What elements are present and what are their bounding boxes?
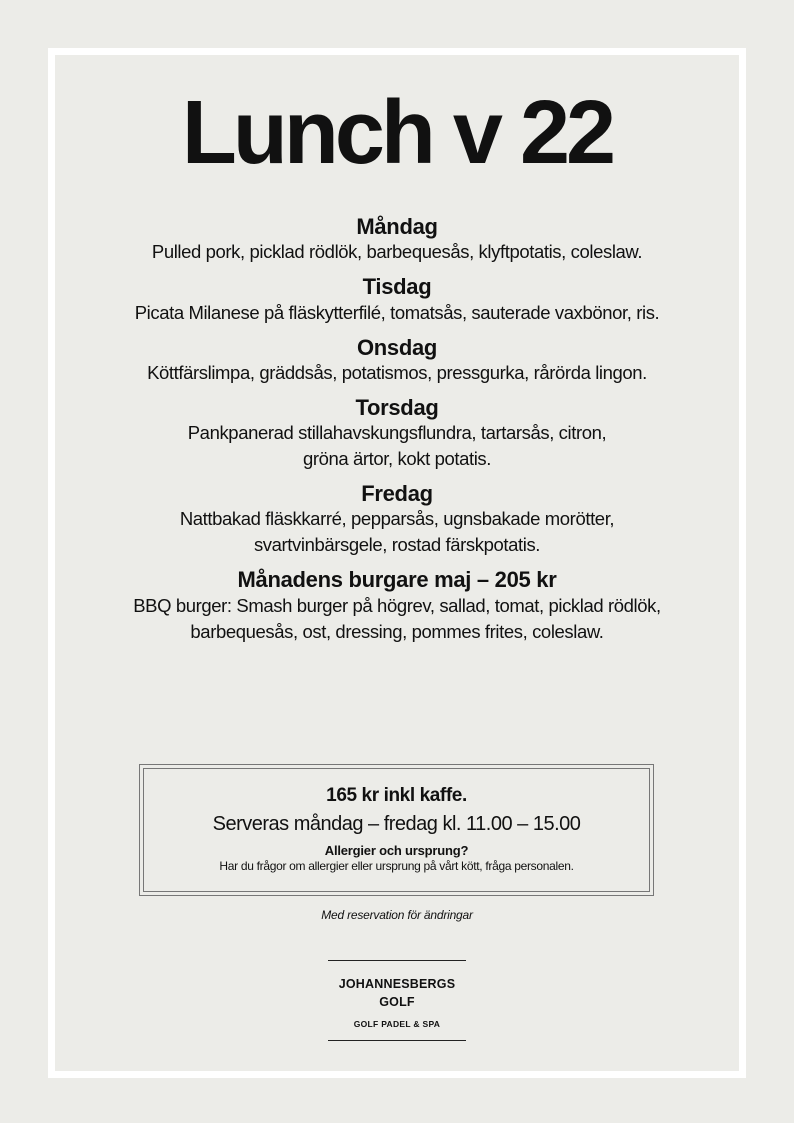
menu-day-thursday bbox=[0, 395, 794, 472]
logo-divider-top bbox=[328, 960, 466, 961]
page-title: Lunch v 22 bbox=[181, 83, 613, 183]
day-name: Månadens burgare maj – 205 kr bbox=[237, 567, 557, 593]
logo-line-1: JOHANNESBERGS bbox=[338, 977, 456, 991]
day-name: Tisdag bbox=[362, 274, 432, 300]
price-info-inner bbox=[143, 768, 650, 892]
day-name: Onsdag bbox=[356, 334, 438, 360]
dish-line: BBQ burger: Smash burger på högrev, sallad, tomat, picklad rödlök, bbox=[133, 594, 661, 616]
logo bbox=[328, 960, 466, 1041]
menu-monthly-burger bbox=[0, 567, 794, 644]
dish-line: svartvinbärsgele, rostad färskpotatis. bbox=[253, 534, 541, 556]
serving-hours: Serveras måndag – fredag kl. 11.00 – 15.00 bbox=[212, 813, 581, 835]
dish-line: Köttfärslimpa, gräddsås, potatismos, pressgurka, rårörda lingon. bbox=[147, 361, 647, 383]
logo-tagline: GOLF PADEL & SPA bbox=[353, 1019, 441, 1029]
allergy-heading: Allergier och ursprung? bbox=[324, 843, 469, 858]
day-name: Torsdag bbox=[355, 394, 439, 420]
day-name: Måndag bbox=[356, 214, 438, 239]
dish-line: Nattbakad fläskkarré, pepparsås, ugnsbakade morötter, bbox=[179, 508, 615, 530]
dish-line: Pulled pork, picklad rödlök, barbequesås, klyftpotatis, coleslaw. bbox=[151, 241, 643, 263]
reservation-note: Med reservation för ändringar bbox=[321, 908, 473, 922]
menu-day-wednesday bbox=[0, 335, 794, 386]
dish-line: Picata Milanese på fläskytterfilé, tomatsås, sauterade vaxbönor, ris. bbox=[134, 301, 660, 323]
logo-line-2: GOLF bbox=[379, 995, 415, 1009]
dish-line: gröna ärtor, kokt potatis. bbox=[302, 448, 492, 470]
price-text: 165 kr inkl kaffe. bbox=[326, 785, 467, 806]
menu-day-friday bbox=[0, 481, 794, 558]
price-info-box bbox=[139, 764, 654, 896]
weekly-menu bbox=[0, 214, 794, 654]
dish-line: barbequesås, ost, dressing, pommes frites, coleslaw. bbox=[190, 620, 604, 642]
allergy-note: Har du frågor om allergier eller ursprung på vårt kött, fråga personalen. bbox=[219, 859, 574, 873]
logo-divider-bottom bbox=[328, 1040, 466, 1041]
menu-day-tuesday bbox=[0, 274, 794, 325]
menu-day-monday bbox=[0, 214, 794, 265]
dish-line: Pankpanerad stillahavskungsflundra, tartarsås, citron, bbox=[187, 422, 607, 444]
day-name: Fredag bbox=[361, 481, 433, 507]
logo-name bbox=[328, 975, 466, 1011]
